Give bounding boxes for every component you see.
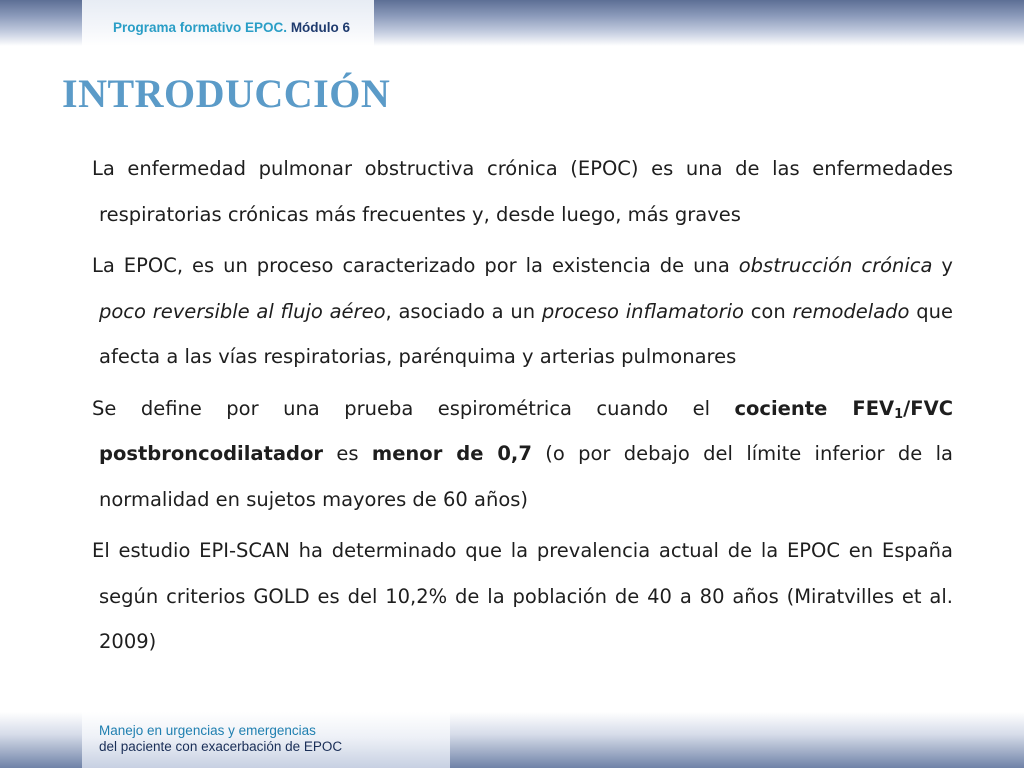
text: con	[743, 299, 793, 323]
module-number: Módulo 6	[290, 20, 351, 35]
subscript-one: 1	[894, 406, 904, 422]
text: que afecta a las vías respiratorias, parénquima y arterias pulmonares	[99, 299, 953, 368]
text: (o por debajo del límite inferior de la normalidad en sujetos mayores de 60 años)	[99, 442, 953, 511]
footer-line-2: del paciente con exacerbación de EPOC	[99, 739, 343, 754]
slide-title: INTRODUCCIÓN	[62, 71, 391, 116]
bold-threshold: menor de 0,7	[371, 442, 532, 465]
program-label: Programa formativo EPOC.	[113, 20, 288, 35]
paragraph-spirometry	[92, 386, 953, 523]
emphasis-remodelado: remodelado	[792, 299, 910, 323]
slide-body	[92, 146, 953, 671]
footer-line-1: Manejo en urgencias y emergencias	[99, 723, 316, 738]
emphasis-inflammatory: proceso inflamatorio	[541, 299, 744, 323]
text: Se define por una prueba espirométrica cuando el	[92, 396, 735, 420]
emphasis-reversible: poco reversible al flujo aéreo	[99, 299, 386, 323]
footer-caption	[99, 723, 342, 755]
bold-fvc: /FVC postbroncodilatador	[99, 396, 954, 465]
paragraph-prevalence: El estudio EPI-SCAN ha determinado que la prevalencia actual de la EPOC en España según criterios GOLD es del 10,2% de la población de 40 a 80 años (Miratvilles et al. 2009)	[92, 539, 953, 653]
text: , asociado a un	[385, 299, 542, 323]
bold-cociente: cociente FEV	[734, 396, 895, 420]
text: La EPOC, es un proceso caracterizado por la existencia de una	[92, 254, 739, 277]
paragraph-definition-intro: La enfermedad pulmonar obstructiva crónica (EPOC) es una de las enfermedades respiratorias crónicas más frecuentes y, desde luego, más graves	[92, 157, 953, 226]
text: y	[932, 254, 953, 277]
module-label	[113, 20, 350, 35]
text: es	[323, 442, 372, 465]
paragraph-process	[92, 243, 953, 380]
emphasis-obstruction: obstrucción crónica	[738, 254, 933, 277]
